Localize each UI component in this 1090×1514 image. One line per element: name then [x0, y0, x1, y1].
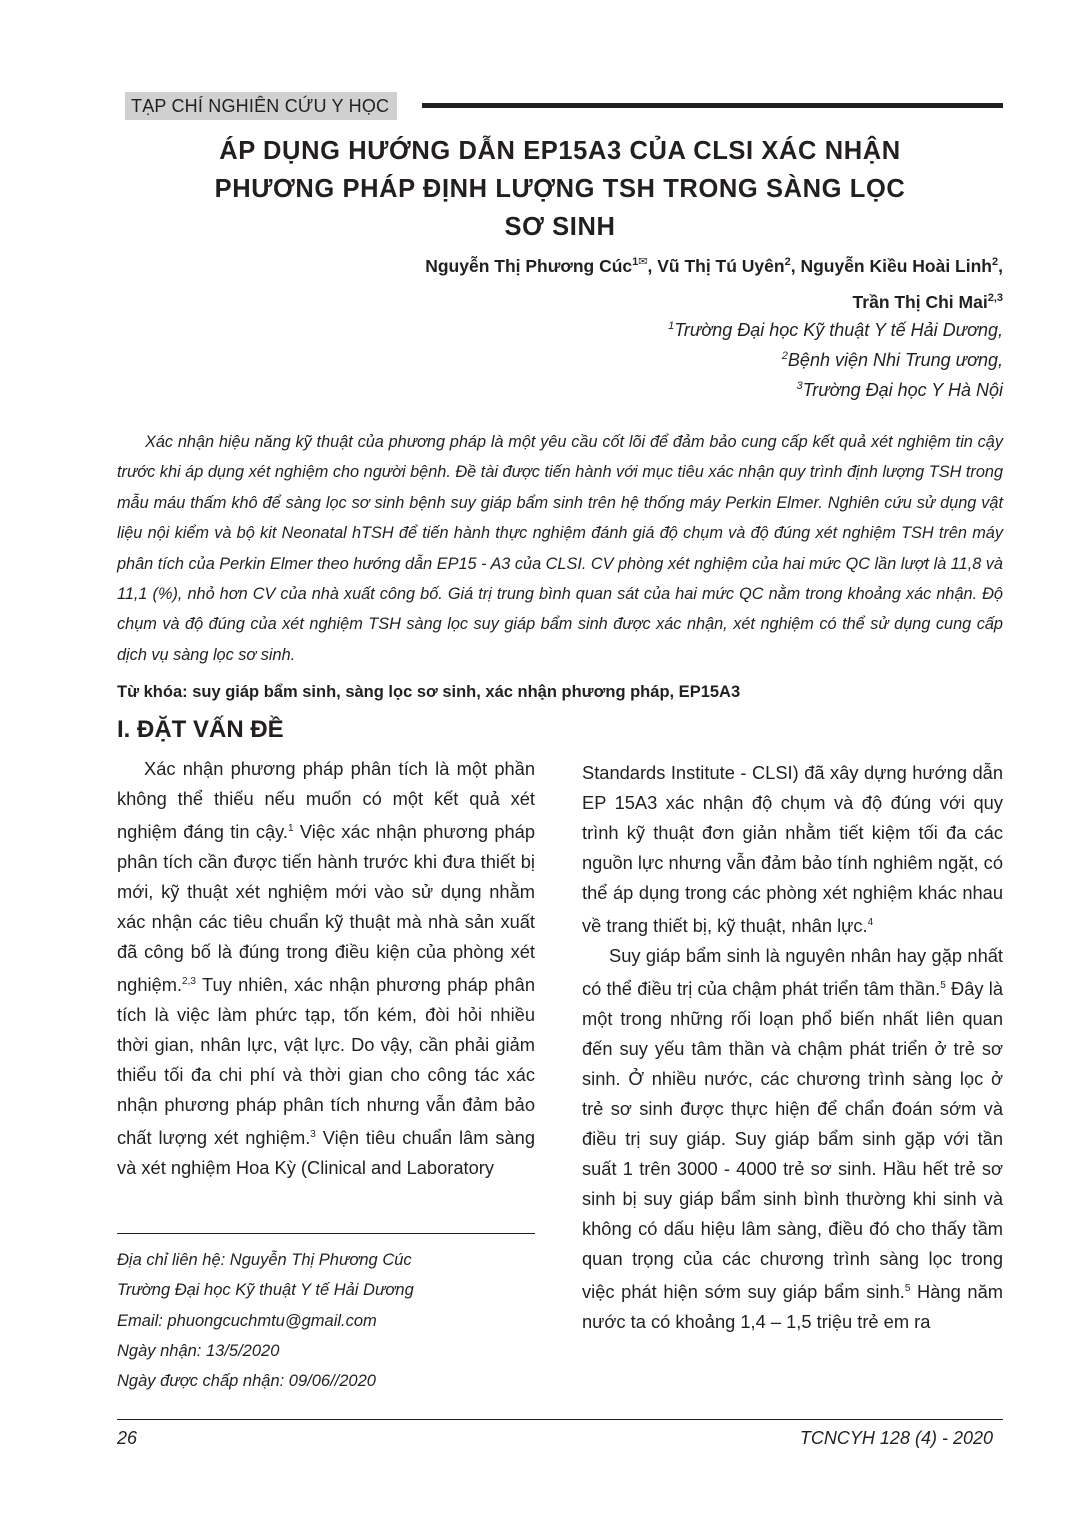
- body-text: Đây là một trong những rối loạn phổ biến nhất liên quan đến suy yếu tâm thần và chậm phát triển ở trẻ sơ sinh. Ở nhiều nước, các chương trình sàng lọc ở trẻ sơ sinh được thực hiện để chẩn đoán sớm và điều trị suy giáp. Suy giáp bẩm sinh gặp với tần suất 1 trên 3000 - 4000 trẻ sơ sinh. Hầu hết trẻ sơ sinh bị suy giáp bẩm sinh bình thường khi sinh và không có dấu hiệu lâm sàng, điều đó cho thấy tầm quan trọng của các chương trình sàng lọc trong việc phát hiện sớm suy giáp bẩm sinh.: [582, 978, 1003, 1302]
- title-line-1: ÁP DỤNG HƯỚNG DẪN EP15A3 CỦA CLSI XÁC NHẬN: [219, 137, 901, 165]
- citation-ref: 3: [310, 1129, 316, 1140]
- envelope-icon: ✉: [638, 256, 648, 268]
- author-affiliation-mark: 1: [632, 256, 639, 268]
- affiliation-1: [668, 320, 1003, 341]
- affiliation-mark: 3: [796, 380, 803, 392]
- abstract: Xác nhận hiệu năng kỹ thuật của phương pháp là một yêu cầu cốt lõi để đảm bảo cung cấp kết quả xét nghiệm tin cậy trước khi áp dụng xét nghiệm cho người bệnh. Đề tài được tiến hành với mục tiêu xác nhận quy trình định lượng TSH trong mẫu máu thấm khô để sàng lọc sơ sinh bệnh suy giáp bẩm sinh trên hệ thống máy Perkin Elmer. Nghiên cứu sử dụng vật liệu nội kiểm và bộ kit Neonatal hTSH để tiến hành thực nghiệm đánh giá độ chụm và độ đúng xét nghiệm TSH trên máy phân tích của Perkin Elmer theo hướng dẫn EP15 - A3 của CLSI. CV phòng xét nghiệm của hai mức QC lần lượt là 11,8 và 11,1 (%), nhỏ hơn CV của nhà xuất công bố. Giá trị trung bình quan sát của hai mức QC nằm trong khoảng xác nhận. Độ chụm và độ đúng của xét nghiệm TSH sàng lọc suy giáp bẩm sinh được xác nhận, xét nghiệm có thể sử dụng cung cấp dịch vụ sàng lọc sơ sinh.: [117, 433, 1003, 664]
- footer-divider: [117, 1419, 1003, 1420]
- body-text: Tuy nhiên, xác nhận phương pháp phân tích là việc làm phức tạp, tốn kém, đòi hỏi nhiều thời gian, nhân lực, vật lực. Do vậy, cần phải giảm thiểu tối đa chi phí và thời gian cho công tác xác nhận phương pháp phân tích nhưng vẫn đảm bảo chất lượng xét nghiệm.: [117, 974, 535, 1148]
- body-paragraph: [582, 758, 1003, 941]
- body-text: Xác nhận phương pháp phân tích là một phần không thể thiếu nếu muốn có một kết quả xét nghiệm đáng tin cậy.: [117, 758, 535, 842]
- affiliation-text: Trường Đại học Y Hà Nội: [802, 380, 1003, 400]
- journal-issue: TCNCYH 128 (4) - 2020: [799, 1428, 993, 1448]
- author-affiliation-mark: 2: [992, 256, 999, 268]
- author-name: Trần Thị Chi Mai: [852, 292, 988, 312]
- citation-ref: 2,3: [182, 976, 196, 987]
- author-name: Nguyễn Thị Phương Cúc: [425, 256, 633, 276]
- author-affiliation-mark: 2: [784, 256, 791, 268]
- contact-info: [117, 1245, 414, 1396]
- affiliation-3: [797, 380, 1004, 401]
- authors-line-1: Nguyễn Thị Phương Cúc$^{1✉}$, Vũ Thị Tú Uyên$^2$, Nguyễn Kiều Hoài Linh$^2$,: [425, 256, 1003, 276]
- body-text: Viện tiêu chuẩn lâm sàng và xét nghiệm Hoa Kỳ (Clinical and Laboratory: [117, 1127, 535, 1178]
- citation-ref: 4: [867, 917, 874, 928]
- body-text: Việc xác nhận phương pháp phân tích cần được tiến hành trước khi đưa thiết bị mới, kỹ thuật xét nghiệm mới vào sử dụng nhằm xác nhận các tiêu chuẩn kỹ thuật mà nhà sản xuất đã công bố là đúng trong điều kiện của phòng xét nghiệm.: [117, 821, 535, 995]
- body-paragraph: [117, 754, 535, 1183]
- header-rule: [422, 103, 1003, 108]
- journal-header: [117, 92, 1003, 120]
- accepted-date: Ngày được chấp nhận: 09/06//2020: [117, 1372, 376, 1391]
- author-name: Nguyễn Kiều Hoài Linh: [800, 256, 992, 276]
- affiliation-text: Trường Đại học Kỹ thuật Y tế Hải Dương,: [674, 320, 1003, 340]
- footnote-divider: [117, 1233, 535, 1234]
- keywords: Từ khóa: suy giáp bẩm sinh, sàng lọc sơ sinh, xác nhận phương pháp, EP15A3: [117, 683, 741, 701]
- title-line-3: SƠ SINH: [504, 213, 616, 241]
- author-affiliation-mark: 2,3: [987, 292, 1003, 304]
- section-heading: I. ĐẶT VẤN ĐỀ: [117, 716, 284, 743]
- affiliation-mark: 1: [668, 320, 675, 332]
- body-paragraph: [582, 941, 1003, 1337]
- body-text: Standards Institute - CLSI) đã xây dựng hướng dẫn EP 15A3 xác nhận độ chụm và độ đúng với quy trình kỹ thuật đơn giản nhằm tiết kiệm tối đa các nguồn lực nhưng vẫn đảm bảo tính nghiêm ngặt, có thể áp dụng trong các phòng xét nghiệm khác nhau về trang thiết bị, kỹ thuật, nhân lực.: [582, 762, 1003, 936]
- citation-ref: 1: [288, 823, 294, 834]
- affiliation-mark: 2: [781, 350, 788, 362]
- title-line-2: PHƯƠNG PHÁP ĐỊNH LƯỢNG TSH TRONG SÀNG LỌC: [214, 175, 906, 203]
- body-text: Hàng năm nước ta có khoảng 1,4 – 1,5 triệu trẻ em ra: [582, 1281, 1003, 1332]
- journal-name: TẠP CHÍ NGHIÊN CỨU Y HỌC: [125, 92, 397, 120]
- citation-ref: 5: [940, 980, 946, 991]
- contact-address: Địa chỉ liên hệ: Nguyễn Thị Phương Cúc: [117, 1251, 412, 1269]
- affiliation-text: Bệnh viện Nhi Trung ương,: [787, 350, 1003, 370]
- body-text: Suy giáp bẩm sinh là nguyên nhân hay gặp nhất có thể điều trị của chậm phát triển tâm thần.: [582, 945, 1003, 999]
- page-number: 26: [117, 1428, 138, 1448]
- author-name: Vũ Thị Tú Uyên: [657, 256, 785, 276]
- body-column-right: [582, 758, 1003, 1337]
- authors-line-2: [853, 292, 1003, 313]
- contact-email: Email: phuongcuchmtu@gmail.com: [117, 1311, 377, 1330]
- citation-ref: 5: [904, 1283, 911, 1294]
- affiliation-2: [782, 350, 1003, 371]
- received-date: Ngày nhận: 13/5/2020: [117, 1341, 280, 1360]
- article-title: [117, 132, 1003, 246]
- body-column-left: [117, 754, 535, 1183]
- contact-institution: Trường Đại học Kỹ thuật Y tế Hải Dương: [117, 1281, 414, 1300]
